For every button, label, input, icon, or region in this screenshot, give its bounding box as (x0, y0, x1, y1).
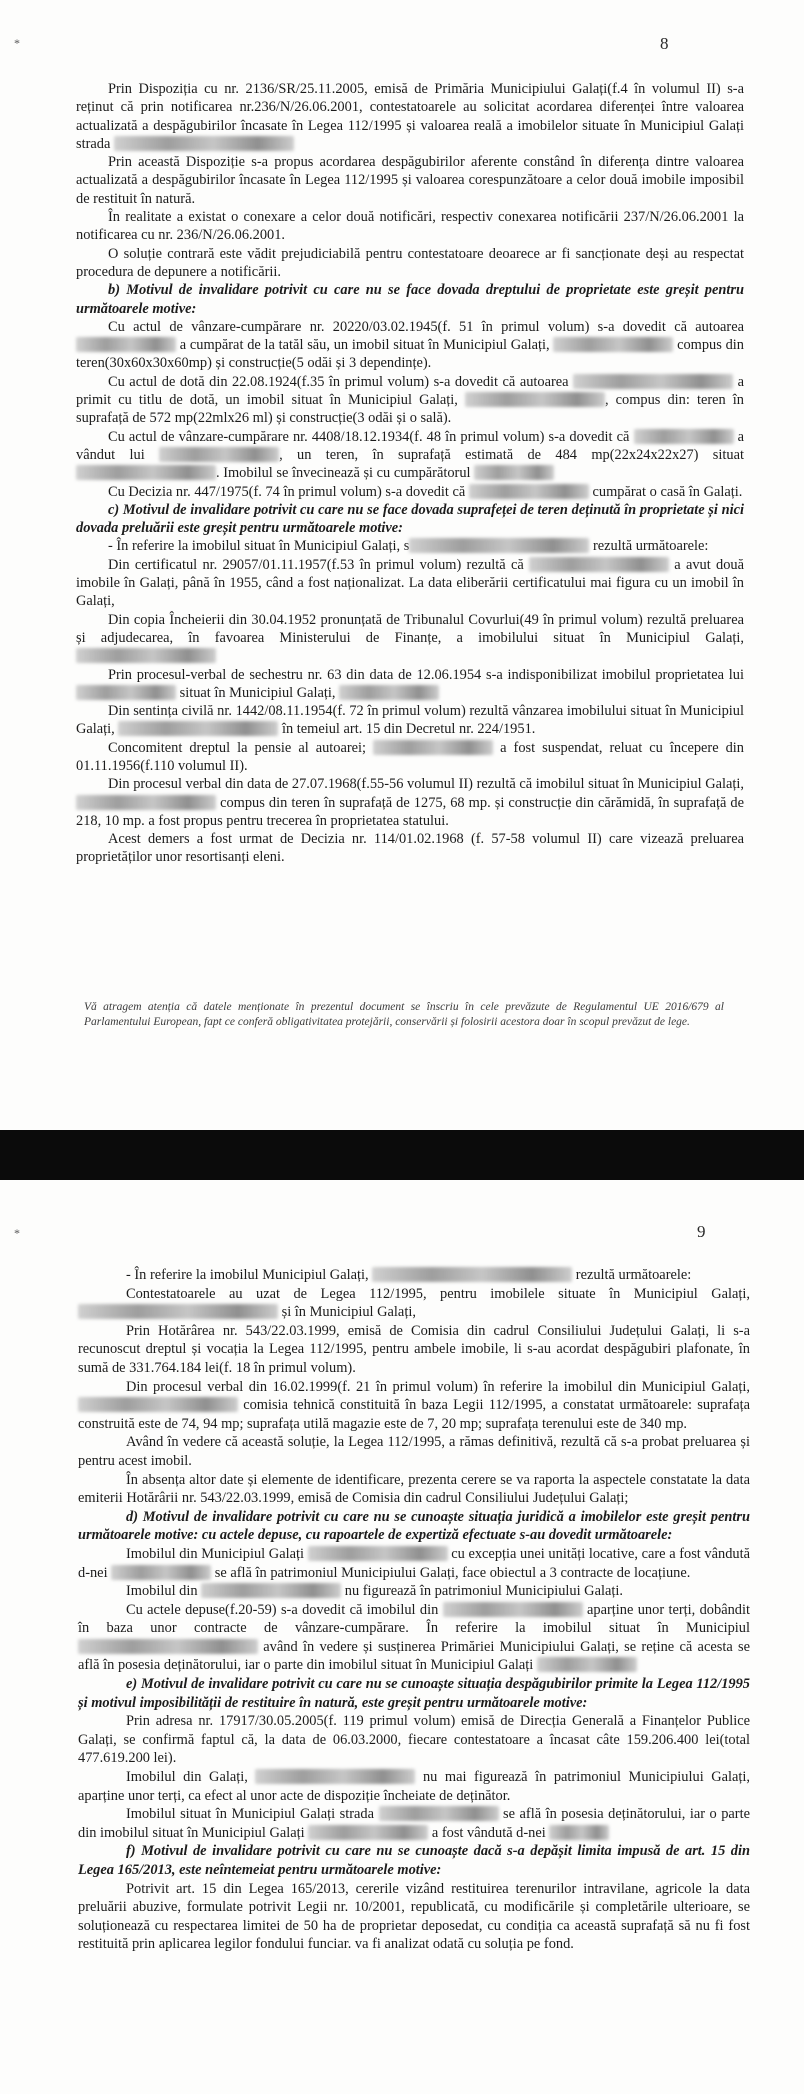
section-heading-d: d) Motivul de invalidare potrivit cu care nu se cunoaște situația juridică a imobilelor este greșit pentru următoarele motive: cu actele depuse, cu rapoartele de expertiză efectuate s-au dovedit următoarele: (78, 1508, 750, 1544)
page-divider (0, 1130, 804, 1180)
redaction (78, 1639, 258, 1654)
paragraph: Prin Hotărârea nr. 543/22.03.1999, emisă de Comisia din cadrul Consiliului Județului Galați, li s-a recunoscut dreptul și vocația la Legea 112/1995, pentru ambele imobile, li s-au acordat despăgubiri plafonate, în sumă de 331.764.184 lei(f. 18 în primul volum). (78, 1322, 750, 1376)
redaction (474, 465, 554, 480)
corner-mark: * (14, 1226, 20, 1240)
paragraph: Acest demers a fost urmat de Decizia nr. 114/01.02.1968 (f. 57-58 volumul II) care vizează preluarea proprietăților unor resortisanți eleni. (76, 831, 744, 866)
redaction (409, 538, 589, 553)
redaction (469, 484, 589, 499)
paragraph: O soluție contrară este vădit prejudiciabilă pentru contestatoare deoarece ar fi sancționate deși au respectat procedura de depunere a notificării. (76, 245, 744, 280)
section-heading-c: c) Motivul de invalidare potrivit cu care nu se face dovada suprafeței de teren deținută în proprietate și nici dovada preluării este greșit pentru următoarele motive: (76, 501, 744, 537)
redaction (111, 1565, 211, 1580)
redaction (76, 337, 176, 352)
paragraph: Cu actul de dotă din 22.08.1924(f.35 în primul volum) s-a dovedit că autoarea a primit cu titlu de dotă, un imobil situat în Municipiul Galați, , compus din: teren în suprafață de 572 mp(22mlx26 ml) și construcție(3 odăi și o sală). (76, 373, 744, 427)
redaction (76, 648, 216, 663)
gdpr-notice: Vă atragem atenția că datele menționate în prezentul document se înscriu în cele prevăzute de Regulamentul UE 2016/679 al Parlamentului European, fapt ce conferă obligativitatea protejării, conservării și folosirii acestora doar în scopul prevăzut de lege. (84, 1001, 724, 1028)
paragraph: Imobilul situat în Municipiul Galați strada se află în posesia deținătorului, iar o parte din imobilul situat în Municipiul Galați a fost vândută d-nei (78, 1806, 750, 1841)
paragraph: În realitate a existat o conexare a celor două notificări, respectiv conexarea notificării 237/N/26.06.2001 la notificarea cu nr. 236/N/26.06.2001. (76, 209, 744, 244)
redaction (255, 1769, 415, 1784)
redaction (553, 337, 673, 352)
redaction (118, 721, 278, 736)
paragraph: Cu actul de vânzare-cumpărare nr. 4408/18.12.1934(f. 48 în primul volum) s-a dovedit că a vândut lui , un teren, în suprafață estimată de 484 mp(22x24x22x27) situat . Imobilul se învecinează și cu cumpărătorul (76, 428, 744, 482)
paragraph: Potrivit art. 15 din Legea 165/2013, cererile vizând restituirea terenurilor intravilane, agricole la data preluării abuzive, formulate potrivit Legii nr. 10/2001, republicată, cu modificările și completările ulterioare, se soluționează cu respectarea limitei de 50 ha de proprietar deposedat, cu condiția ca această suprafață să nu fi fost restituită prin aplicarea legilor fondului funciar. va fi analizat odată cu soluția pe fond. (78, 1880, 750, 1953)
redaction (379, 1806, 499, 1821)
redaction (373, 740, 493, 755)
redaction (78, 1304, 278, 1319)
redaction (465, 392, 605, 407)
paragraph: În absența altor date și elemente de identificare, prezenta cerere se va raporta la aspectele constatate la data emiterii Hotărârii nr. 543/22.03.1999, emisă de Comisia din cadrul Consiliului Județului Galați; (78, 1471, 750, 1507)
paragraph: Contestatoarele au uzat de Legea 112/1995, pentru imobilele situate în Municipiul Galați, și în Municipiul Galați, (78, 1285, 750, 1322)
paragraph: Din procesul verbal din 16.02.1999(f. 21 în primul volum) în referire la imobilul din Municipiul Galați, comisia tehnică constituită în baza Legii 112/1995, a constatat următoarele: suprafața construită este de 74, 94 mp; suprafața utilă magazie este de 7, 20 mp; suprafața terenului este de 340 mp. (78, 1378, 750, 1432)
redaction (537, 1657, 637, 1672)
redaction (529, 557, 669, 572)
redaction (76, 795, 216, 810)
paragraph: Concomitent dreptul la pensie al autoarei; a fost suspendat, reluat cu începere din 01.11.1956(f.110 volumul II). (76, 739, 745, 774)
paragraph: Imobilul din Municipiul Galați cu excepția unei unități locative, care a fost vândută d-nei se află în patrimoniul Municipiului Galați, face obiectul a 3 contracte de locațiune. (78, 1545, 750, 1581)
paragraph: Din sentința civilă nr. 1442/08.11.1954(f. 72 în primul volum) rezultă vânzarea imobilului situat în Municipiul Galați, în temeiul art. 15 din Decretul nr. 224/1951. (76, 703, 744, 738)
redaction (76, 685, 176, 700)
corner-mark: * (14, 36, 20, 50)
paragraph: Imobilul din nu figurează în patrimoniul Municipiului Galați. (126, 1583, 623, 1600)
redaction (76, 465, 216, 480)
section-heading-b: b) Motivul de invalidare potrivit cu care nu se face dovada dreptului de proprietate este greșit pentru următoarele motive: (76, 282, 744, 317)
paragraph: Cu Decizia nr. 447/1975(f. 74 în primul volum) s-a dovedit că cumpărat o casă în Galați. (108, 483, 743, 500)
paragraph: Prin procesul-verbal de sechestru nr. 63 din data de 12.06.1954 s-a indisponibilizat imobilul proprietatea lui situat în Municipiul Galați, (76, 666, 744, 703)
section-heading-e: e) Motivul de invalidare potrivit cu care nu se cunoaște situația despăgubirilor primite la Legea 112/1995 și motivul imposibilității de restituire în natură, este greșit pentru următoarele motive: (78, 1676, 750, 1711)
paragraph: - În referire la imobilul Municipiul Galați, rezultă următoarele: (126, 1267, 692, 1283)
page-number: 8 (660, 34, 669, 53)
paragraph: Imobilul din Galați, nu mai figurează în patrimoniul Municipiului Galați, aparține unor terți, ca efect al unor acte de dispoziție încheiate de deținător. (78, 1769, 750, 1804)
section-heading-f: f) Motivul de invalidare potrivit cu care nu se cunoaște dacă s-a depășit limita impusă de art. 15 din Legea 165/2013, este neîntemeiat pentru următoarele motive: (78, 1843, 750, 1878)
redaction (443, 1602, 583, 1617)
redaction (78, 1397, 238, 1412)
redaction (573, 374, 733, 389)
paragraph: Din certificatul nr. 29057/01.11.1957(f.53 în primul volum) rezultă că a avut două imobile în Galați, până în 1955, când a fost naționalizat. La data eliberării certificatului mai figura cu un imobil în Galați, (76, 556, 744, 610)
redaction (159, 447, 279, 462)
paragraph: Prin această Dispoziție s-a propus acordarea despăgubirilor aferente constând în diferența dintre valoarea actualizată a despăgubirilor încasate în Legea 112/1995 și valoarea corespunzătoare a celor două imobile imposibil de restituit în natură. (76, 154, 744, 207)
redaction (308, 1546, 448, 1561)
paragraph: Din procesul verbal din data de 27.07.1968(f.55-56 volumul II) rezultă că imobilul situat în Municipiul Galați, compus din teren în suprafață de 1275, 68 mp. și construcție din cărămidă, în suprafață de 218, 10 mp. a fost propus pentru trecerea în proprietatea statului. (76, 776, 744, 829)
redaction (308, 1825, 428, 1840)
paragraph: Cu actul de vânzare-cumpărare nr. 20220/03.02.1945(f. 51 în primul volum) s-a dovedit că autoarea a cumpărat de la tatăl său, un imobil situat în Municipiul Galați, compus din teren(30x60x30x60mp) și construcție(5 odăi și 3 dependințe). (76, 318, 744, 372)
document-page-9 (0, 1180, 804, 2094)
paragraph: - În referire la imobilul situat în Municipiul Galați, s rezultă următoarele: (108, 538, 709, 555)
redaction (549, 1825, 609, 1840)
page-number: 9 (697, 1222, 706, 1241)
redaction (201, 1583, 341, 1598)
redaction (114, 136, 294, 151)
page-body (78, 1266, 750, 1954)
paragraph: Din copia Încheierii din 30.04.1952 pronunțată de Tribunalul Covurlui(49 în primul volum) rezultă preluarea și adjudecarea, în favoarea Ministerului de Finanțe, a imobilului situat în Municipiul Galați, (76, 611, 744, 666)
redaction (339, 685, 439, 700)
paragraph: Având în vedere că această soluție, la Legea 112/1995, a rămas definitivă, rezultă că s-a probat preluarea și pentru acest imobil. (78, 1434, 750, 1469)
paragraph: Prin Dispoziția cu nr. 2136/SR/25.11.2005, emisă de Primăria Municipiului Galați(f.4 în volumul II) s-a reținut că prin notificarea nr.236/N/26.06.2001, contestatoarele au solicitat acordarea diferenței între valoarea actualizată a despăgubirilor încasate în Legea 112/1995 și valoarea reală a imobilelor situate în Municipiul Galați strada (76, 81, 744, 152)
redaction (634, 429, 734, 444)
paragraph: Cu actele depuse(f.20-59) s-a dovedit că imobilul din aparține unor terți, dobândit în baza unor contracte de vânzare-cumpărare. În referire la imobilul situat în Municipiul având în vedere și susținerea Primăriei Municipiului Galați, se reține că acesta se află în posesia deținătorului, iar o parte din imobilul situat în Municipiul Galați (78, 1601, 750, 1674)
paragraph: Prin adresa nr. 17917/30.05.2005(f. 119 primul volum) emisă de Direcția Generală a Finanțelor Publice Galați, se confirmă faptul că, la data de 06.03.2000, fiecare contestatoare a încasat câte 159.206.400 lei(total 477.619.200 lei). (78, 1713, 750, 1767)
redaction (372, 1267, 572, 1282)
page-body (76, 80, 744, 867)
